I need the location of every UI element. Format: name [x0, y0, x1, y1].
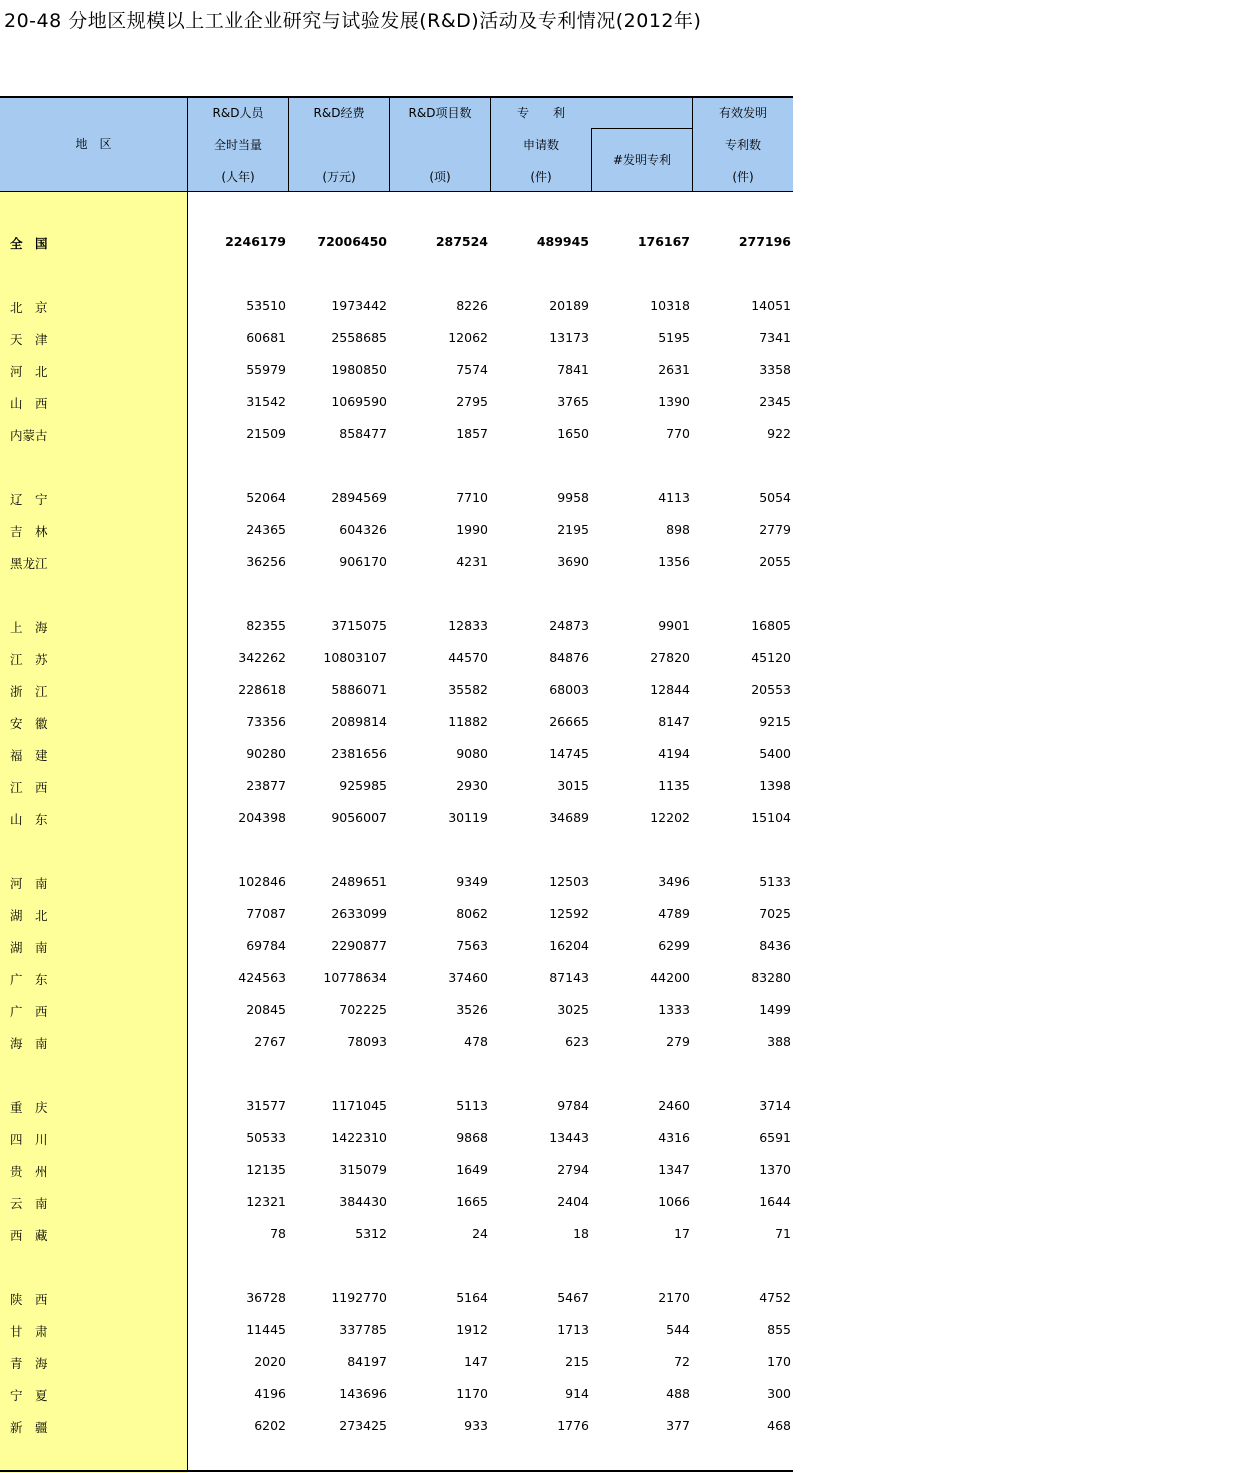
patent-applications-cell: 9958 — [557, 490, 589, 505]
table-row — [0, 896, 793, 928]
page-title: 20-48 分地区规模以上工业企业研究与试验发展(R&D)活动及专利情况(2012年) — [4, 10, 702, 32]
rd-projects-cell: 5164 — [456, 1290, 488, 1305]
invention-patents-cell: 1347 — [658, 1162, 690, 1177]
table-row — [0, 736, 793, 768]
header-invention-patents: #发明专利 — [612, 153, 672, 167]
rd-expenditure-cell: 1422310 — [331, 1130, 387, 1145]
rd-projects-cell: 12062 — [448, 330, 488, 345]
valid-invention-cell: 855 — [767, 1322, 791, 1337]
rd-expenditure-cell: 1973442 — [331, 298, 387, 313]
rd-projects-cell: 478 — [464, 1034, 488, 1049]
invention-patents-cell: 9901 — [658, 618, 690, 633]
rd-projects-cell: 3526 — [456, 1002, 488, 1017]
rd-expenditure-cell: 1192770 — [331, 1290, 387, 1305]
header-patent-group: 专 利 — [516, 106, 565, 120]
patent-applications-cell: 12592 — [549, 906, 589, 921]
invention-patents-cell: 1066 — [658, 1194, 690, 1209]
rd-projects-cell: 8226 — [456, 298, 488, 313]
patent-applications-cell: 1713 — [557, 1322, 589, 1337]
valid-invention-cell: 2779 — [759, 522, 791, 537]
rd-expenditure-cell: 273425 — [339, 1418, 387, 1433]
table-row — [0, 352, 793, 384]
invention-patents-cell: 770 — [666, 426, 690, 441]
patent-applications-cell: 1650 — [557, 426, 589, 441]
rd-projects-cell: 7574 — [456, 362, 488, 377]
valid-invention-cell: 8436 — [759, 938, 791, 953]
rd-expenditure-cell: 2381656 — [331, 746, 387, 761]
invention-patents-cell: 2631 — [658, 362, 690, 377]
rd-projects-cell: 8062 — [456, 906, 488, 921]
valid-invention-cell: 922 — [767, 426, 791, 441]
table-row — [0, 1024, 793, 1056]
valid-invention-cell: 3714 — [759, 1098, 791, 1113]
patent-applications-cell: 5467 — [557, 1290, 589, 1305]
valid-invention-cell: 6591 — [759, 1130, 791, 1145]
table-row — [0, 224, 793, 256]
invention-patents-cell: 2460 — [658, 1098, 690, 1113]
patent-applications-cell: 7841 — [557, 362, 589, 377]
header-rd-projects: R&D项目数 — [408, 106, 472, 120]
rd-projects-cell: 1990 — [456, 522, 488, 537]
table-row — [0, 1152, 793, 1184]
region-name: 浙 江 — [10, 684, 48, 699]
rd-projects-cell: 1665 — [456, 1194, 488, 1209]
rd-expenditure-cell: 84197 — [347, 1354, 387, 1369]
rd-expenditure-cell: 906170 — [339, 554, 387, 569]
rd-expenditure-cell: 925985 — [339, 778, 387, 793]
patent-applications-cell: 3025 — [557, 1002, 589, 1017]
patent-applications-cell: 2794 — [557, 1162, 589, 1177]
invention-patents-cell: 1390 — [658, 394, 690, 409]
patent-applications-cell: 914 — [565, 1386, 589, 1401]
rd-personnel-cell: 36256 — [246, 554, 286, 569]
region-name: 福 建 — [10, 748, 48, 763]
table-row — [0, 512, 793, 544]
invention-patents-cell: 44200 — [650, 970, 690, 985]
rd-projects-cell: 11882 — [448, 714, 488, 729]
rd-personnel-cell: 73356 — [246, 714, 286, 729]
patent-applications-cell: 12503 — [549, 874, 589, 889]
header-rd-personnel-unit: (人年) — [221, 170, 255, 184]
region-name: 陕 西 — [10, 1292, 48, 1307]
rd-projects-cell: 4231 — [456, 554, 488, 569]
rd-personnel-cell: 102846 — [238, 874, 286, 889]
region-name: 吉 林 — [10, 524, 48, 539]
rd-projects-cell: 9868 — [456, 1130, 488, 1145]
invention-patents-cell: 488 — [666, 1386, 690, 1401]
table-row — [0, 480, 793, 512]
rd-expenditure-cell: 2633099 — [331, 906, 387, 921]
valid-invention-cell: 1398 — [759, 778, 791, 793]
valid-invention-cell: 7341 — [759, 330, 791, 345]
rd-projects-cell: 37460 — [448, 970, 488, 985]
rd-personnel-cell: 21509 — [246, 426, 286, 441]
rd-personnel-cell: 90280 — [246, 746, 286, 761]
region-name: 湖 南 — [10, 940, 48, 955]
header-valid-invention: 有效发明 — [718, 106, 767, 120]
patent-applications-cell: 2195 — [557, 522, 589, 537]
rd-personnel-cell: 69784 — [246, 938, 286, 953]
rd-expenditure-cell: 2089814 — [331, 714, 387, 729]
invention-patents-cell: 2170 — [658, 1290, 690, 1305]
rd-projects-cell: 933 — [464, 1418, 488, 1433]
rd-personnel-cell: 4196 — [254, 1386, 286, 1401]
valid-invention-cell: 1644 — [759, 1194, 791, 1209]
rd-projects-cell: 24 — [472, 1226, 488, 1241]
region-name: 北 京 — [10, 300, 48, 315]
table-row — [0, 1408, 793, 1440]
valid-invention-cell: 5400 — [759, 746, 791, 761]
rd-projects-cell: 12833 — [448, 618, 488, 633]
rd-personnel-cell: 20845 — [246, 1002, 286, 1017]
rd-personnel-cell: 342262 — [238, 650, 286, 665]
invention-patents-cell: 1356 — [658, 554, 690, 569]
invention-patents-cell: 17 — [674, 1226, 690, 1241]
valid-invention-cell: 3358 — [759, 362, 791, 377]
region-name: 安 徽 — [10, 716, 48, 731]
rd-expenditure-cell: 5312 — [355, 1226, 387, 1241]
patent-applications-cell: 3015 — [557, 778, 589, 793]
invention-patents-cell: 10318 — [650, 298, 690, 313]
rd-expenditure-cell: 337785 — [339, 1322, 387, 1337]
invention-patents-cell: 4194 — [658, 746, 690, 761]
rd-personnel-cell: 2246179 — [225, 234, 286, 249]
rd-personnel-cell: 12321 — [246, 1194, 286, 1209]
rd-expenditure-cell: 3715075 — [331, 618, 387, 633]
rd-personnel-cell: 36728 — [246, 1290, 286, 1305]
invention-patents-cell: 1135 — [658, 778, 690, 793]
region-name: 天 津 — [10, 332, 48, 347]
table-row — [0, 672, 793, 704]
valid-invention-cell: 2345 — [759, 394, 791, 409]
valid-invention-cell: 15104 — [751, 810, 791, 825]
header-valid-invention-unit: (件) — [732, 170, 754, 184]
valid-invention-cell: 16805 — [751, 618, 791, 633]
region-name: 广 东 — [10, 972, 48, 987]
patent-applications-cell: 623 — [565, 1034, 589, 1049]
rd-projects-cell: 1649 — [456, 1162, 488, 1177]
valid-invention-cell: 14051 — [751, 298, 791, 313]
rd-personnel-cell: 2767 — [254, 1034, 286, 1049]
invention-patents-cell: 3496 — [658, 874, 690, 889]
table-row — [0, 704, 793, 736]
region-name: 内蒙古 — [10, 428, 48, 443]
valid-invention-cell: 388 — [767, 1034, 791, 1049]
rd-expenditure-cell: 702225 — [339, 1002, 387, 1017]
rd-personnel-cell: 23877 — [246, 778, 286, 793]
rd-personnel-cell: 2020 — [254, 1354, 286, 1369]
patent-applications-cell: 215 — [565, 1354, 589, 1369]
invention-patents-cell: 4789 — [658, 906, 690, 921]
patent-applications-cell: 13443 — [549, 1130, 589, 1145]
invention-patents-cell: 1333 — [658, 1002, 690, 1017]
rd-expenditure-cell: 2894569 — [331, 490, 387, 505]
table-row — [0, 544, 793, 576]
rd-expenditure-cell: 2489651 — [331, 874, 387, 889]
invention-patents-cell: 377 — [666, 1418, 690, 1433]
valid-invention-cell: 300 — [767, 1386, 791, 1401]
rd-expenditure-cell: 1980850 — [331, 362, 387, 377]
region-name: 青 海 — [10, 1356, 48, 1371]
region-name: 全 国 — [10, 236, 48, 251]
table-row — [0, 416, 793, 448]
patent-applications-cell: 1776 — [557, 1418, 589, 1433]
rd-projects-cell: 7710 — [456, 490, 488, 505]
rd-projects-cell: 30119 — [448, 810, 488, 825]
rd-expenditure-cell: 72006450 — [317, 234, 387, 249]
valid-invention-cell: 83280 — [751, 970, 791, 985]
rd-personnel-cell: 31577 — [246, 1098, 286, 1113]
rd-expenditure-cell: 10803107 — [323, 650, 387, 665]
table-row — [0, 1088, 793, 1120]
rd-expenditure-cell: 2558685 — [331, 330, 387, 345]
patent-applications-cell: 68003 — [549, 682, 589, 697]
region-name: 上 海 — [10, 620, 48, 635]
table-row — [0, 960, 793, 992]
valid-invention-cell: 9215 — [759, 714, 791, 729]
rd-projects-cell: 1170 — [456, 1386, 488, 1401]
patent-applications-cell: 3690 — [557, 554, 589, 569]
patent-applications-cell: 18 — [573, 1226, 589, 1241]
rd-expenditure-cell: 10778634 — [323, 970, 387, 985]
rd-projects-cell: 2795 — [456, 394, 488, 409]
rd-projects-cell: 9080 — [456, 746, 488, 761]
patent-applications-cell: 84876 — [549, 650, 589, 665]
region-name: 河 南 — [10, 876, 48, 891]
region-name: 新 疆 — [10, 1420, 48, 1435]
valid-invention-cell: 468 — [767, 1418, 791, 1433]
header-rd-personnel-fte: 全时当量 — [213, 138, 262, 152]
rd-projects-cell: 5113 — [456, 1098, 488, 1113]
rd-expenditure-cell: 143696 — [339, 1386, 387, 1401]
region-name: 贵 州 — [10, 1164, 48, 1179]
region-name: 广 西 — [10, 1004, 48, 1019]
table-row — [0, 1216, 793, 1248]
invention-patents-cell: 27820 — [650, 650, 690, 665]
region-name: 西 藏 — [10, 1228, 48, 1243]
table-row — [0, 1312, 793, 1344]
invention-patents-cell: 12844 — [650, 682, 690, 697]
valid-invention-cell: 1499 — [759, 1002, 791, 1017]
rd-projects-cell: 35582 — [448, 682, 488, 697]
rd-personnel-cell: 31542 — [246, 394, 286, 409]
table-row — [0, 640, 793, 672]
rd-personnel-cell: 6202 — [254, 1418, 286, 1433]
table-row — [0, 1344, 793, 1376]
rd-projects-cell: 147 — [464, 1354, 488, 1369]
rd-personnel-cell: 424563 — [238, 970, 286, 985]
rd-personnel-cell: 228618 — [238, 682, 286, 697]
table-row — [0, 928, 793, 960]
invention-patents-cell: 12202 — [650, 810, 690, 825]
header-valid-invention-count: 专利数 — [724, 138, 761, 152]
rd-expenditure-cell: 604326 — [339, 522, 387, 537]
rd-personnel-cell: 11445 — [246, 1322, 286, 1337]
patent-applications-cell: 13173 — [549, 330, 589, 345]
invention-patents-cell: 176167 — [637, 234, 690, 249]
header-patent-applications-unit: (件) — [530, 170, 552, 184]
region-name: 河 北 — [10, 364, 48, 379]
rd-personnel-cell: 12135 — [246, 1162, 286, 1177]
patent-applications-cell: 14745 — [549, 746, 589, 761]
valid-invention-cell: 5133 — [759, 874, 791, 889]
patent-applications-cell: 9784 — [557, 1098, 589, 1113]
patent-applications-cell: 3765 — [557, 394, 589, 409]
region-name: 重 庆 — [10, 1100, 48, 1115]
valid-invention-cell: 71 — [775, 1226, 791, 1241]
rd-personnel-cell: 55979 — [246, 362, 286, 377]
rd-expenditure-cell: 384430 — [339, 1194, 387, 1209]
header-region: 地 区 — [75, 137, 112, 151]
header-rd-projects-unit: (项) — [429, 170, 451, 184]
region-name: 宁 夏 — [10, 1388, 48, 1403]
valid-invention-cell: 170 — [767, 1354, 791, 1369]
patent-applications-cell: 489945 — [536, 234, 589, 249]
region-name: 山 东 — [10, 812, 48, 827]
region-name: 湖 北 — [10, 908, 48, 923]
header-rd-expenditure: R&D经费 — [313, 106, 365, 120]
rd-personnel-cell: 204398 — [238, 810, 286, 825]
table-row — [0, 1376, 793, 1408]
invention-patents-cell: 279 — [666, 1034, 690, 1049]
table-row — [0, 992, 793, 1024]
valid-invention-cell: 277196 — [738, 234, 791, 249]
region-name: 江 西 — [10, 780, 48, 795]
region-name: 黑龙江 — [10, 556, 48, 571]
valid-invention-cell: 5054 — [759, 490, 791, 505]
region-name: 江 苏 — [10, 652, 48, 667]
rd-expenditure-cell: 1069590 — [331, 394, 387, 409]
invention-patents-cell: 544 — [666, 1322, 690, 1337]
rd-projects-cell: 7563 — [456, 938, 488, 953]
rd-projects-cell: 2930 — [456, 778, 488, 793]
header-rd-expenditure-unit: (万元) — [322, 170, 356, 184]
rd-personnel-cell: 77087 — [246, 906, 286, 921]
rd-expenditure-cell: 2290877 — [331, 938, 387, 953]
rd-personnel-cell: 82355 — [246, 618, 286, 633]
rd-expenditure-cell: 9056007 — [331, 810, 387, 825]
patent-applications-cell: 24873 — [549, 618, 589, 633]
invention-patents-cell: 898 — [666, 522, 690, 537]
patent-applications-cell: 87143 — [549, 970, 589, 985]
rd-personnel-cell: 53510 — [246, 298, 286, 313]
invention-patents-cell: 4113 — [658, 490, 690, 505]
patent-applications-cell: 20189 — [549, 298, 589, 313]
rd-personnel-cell: 60681 — [246, 330, 286, 345]
valid-invention-cell: 4752 — [759, 1290, 791, 1305]
rd-expenditure-cell: 5886071 — [331, 682, 387, 697]
invention-patents-cell: 4316 — [658, 1130, 690, 1145]
rd-personnel-cell: 24365 — [246, 522, 286, 537]
header-rd-personnel: R&D人员 — [212, 106, 264, 120]
region-name: 云 南 — [10, 1196, 48, 1211]
table-row — [0, 384, 793, 416]
table-row — [0, 1120, 793, 1152]
valid-invention-cell: 2055 — [759, 554, 791, 569]
header-patent-applications: 申请数 — [522, 138, 559, 152]
patent-applications-cell: 26665 — [549, 714, 589, 729]
table-row — [0, 320, 793, 352]
table-bottom-border — [0, 1470, 793, 1472]
invention-patents-cell: 8147 — [658, 714, 690, 729]
rd-projects-cell: 44570 — [448, 650, 488, 665]
table-row — [0, 1184, 793, 1216]
invention-patents-cell: 6299 — [658, 938, 690, 953]
invention-patents-cell: 5195 — [658, 330, 690, 345]
rd-expenditure-cell: 315079 — [339, 1162, 387, 1177]
region-name: 辽 宁 — [10, 492, 48, 507]
patent-applications-cell: 2404 — [557, 1194, 589, 1209]
invention-patents-cell: 72 — [674, 1354, 690, 1369]
region-name: 山 西 — [10, 396, 48, 411]
table-row — [0, 608, 793, 640]
table-row — [0, 864, 793, 896]
rd-personnel-cell: 50533 — [246, 1130, 286, 1145]
region-name: 四 川 — [10, 1132, 48, 1147]
rd-personnel-cell: 78 — [270, 1226, 286, 1241]
rd-expenditure-cell: 858477 — [339, 426, 387, 441]
rd-projects-cell: 287524 — [435, 234, 488, 249]
rd-expenditure-cell: 78093 — [347, 1034, 387, 1049]
valid-invention-cell: 20553 — [751, 682, 791, 697]
table-row — [0, 1280, 793, 1312]
region-name: 甘 肃 — [10, 1324, 48, 1339]
patent-applications-cell: 16204 — [549, 938, 589, 953]
table-row — [0, 800, 793, 832]
valid-invention-cell: 45120 — [751, 650, 791, 665]
rd-projects-cell: 1912 — [456, 1322, 488, 1337]
rd-projects-cell: 1857 — [456, 426, 488, 441]
table-row — [0, 288, 793, 320]
patent-subheader-line — [591, 128, 692, 129]
rd-expenditure-cell: 1171045 — [331, 1098, 387, 1113]
valid-invention-cell: 1370 — [759, 1162, 791, 1177]
region-name: 海 南 — [10, 1036, 48, 1051]
rd-personnel-cell: 52064 — [246, 490, 286, 505]
rd-projects-cell: 9349 — [456, 874, 488, 889]
patent-applications-cell: 34689 — [549, 810, 589, 825]
table-row — [0, 768, 793, 800]
valid-invention-cell: 7025 — [759, 906, 791, 921]
